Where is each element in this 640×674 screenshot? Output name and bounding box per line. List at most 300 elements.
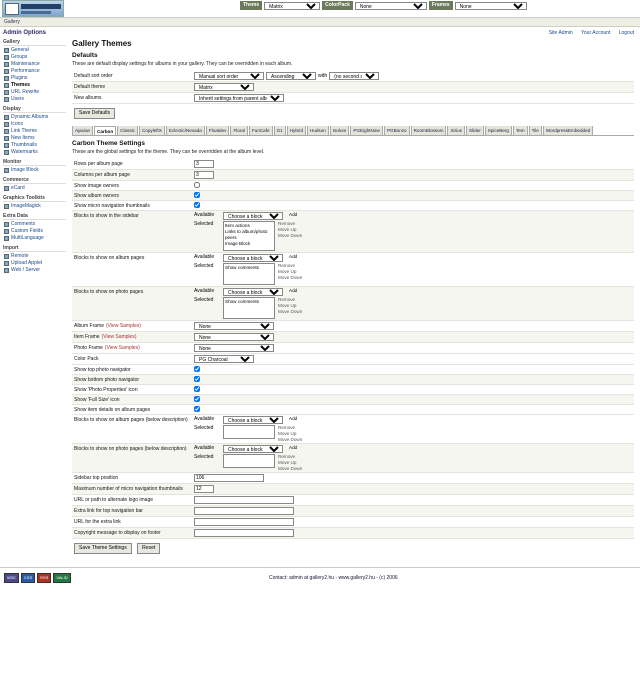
available-row [194,254,302,262]
link-logout[interactable]: Logout [618,30,634,36]
sidebar-group-header: Extra Data [3,213,66,220]
fields-icon [4,229,9,234]
tab-wordpressembedded[interactable]: WordpressEmbedded [543,126,593,135]
sidebar-item-label: Thumbnails [11,142,37,148]
sidebar-title: Admin Options [3,30,46,36]
sidebar-groups [3,39,66,274]
selected-blocks-list[interactable] [223,425,275,439]
page-footer [0,567,640,587]
row-photo-blocks-below [72,444,634,473]
palette-icon [4,83,9,88]
gauge-icon [4,69,9,74]
selected-label: Selected [194,425,214,431]
sidebar-item-plugins[interactable] [3,75,66,82]
frame-select[interactable] [194,333,274,341]
tab-pgeightnine[interactable]: PGEightNine [350,126,383,135]
color-pack-select[interactable] [194,355,254,363]
row-columns-per-album-page [72,170,634,181]
tab-roomblossom[interactable]: RoomBlossom [411,126,447,135]
sidebar-item-label: Maintenance [11,61,40,67]
control-photo-blocks-below [194,445,634,471]
tab-slider[interactable]: Slider [466,126,484,135]
sidebar-item-ecard[interactable] [3,185,66,192]
input-extra-link-for-top-navigation-bar[interactable] [194,507,294,515]
action-remove[interactable]: Remove [278,454,296,459]
input-maximum-number-of-micro-navigation-thumbnails[interactable] [194,485,214,493]
add-block-button[interactable]: Add [289,212,298,217]
row-maximum-number-of-micro-navigation-thumbnails [72,484,634,495]
action-remove[interactable]: Remove [278,263,296,268]
sidebar-item-users[interactable] [3,96,66,103]
defaults-heading: Defaults [72,52,98,59]
list-item[interactable]: Show comments [225,265,259,270]
row-control [194,202,634,208]
breadcrumb [0,18,640,27]
sidebar-item-thumbnails[interactable] [3,142,66,149]
selected-blocks-list[interactable] [223,454,275,468]
selected-label: Selected [194,297,214,303]
action-move-down[interactable]: Move Down [278,466,303,471]
available-block-select[interactable] [223,288,283,296]
sidebar-item-label: Web / Server [11,267,41,273]
action-move-up[interactable]: Move Up [278,269,297,274]
tab-eclectic-nevada[interactable]: Eclectic/Nevada [166,126,205,135]
sidebar-group [3,106,66,156]
action-move-up[interactable]: Move Up [278,460,297,465]
sidebar-group-header: Gallery [3,39,66,46]
tab-isolum[interactable]: Isolum [330,126,350,135]
control-album-blocks [194,254,634,285]
toggle-label: Show item details on album pages [74,407,151,413]
badge-css[interactable]: CSS [21,573,35,583]
selected-row [194,263,302,285]
checkbox-show-top-photo-navigator[interactable] [194,366,200,372]
row-sidebar-blocks [72,211,634,253]
sidebar-item-label: Groups [11,54,28,60]
sidebar-group-header: Graphics Toolkits [3,195,66,202]
label-photo-blocks: Blocks to show on photo pages [74,289,144,295]
toggle-label: Show top photo navigator [74,367,131,373]
block-actions [278,263,302,280]
sidebar-group [3,159,66,174]
save-defaults-button[interactable]: Save Defaults [74,108,115,119]
toggle-control [194,406,634,412]
row-show-item-details-on-album-pages [72,405,634,415]
colorpack-select[interactable] [355,2,427,10]
checkbox-show-image-owners[interactable] [194,182,200,188]
page-title: Gallery Themes [72,39,132,48]
tail-label: Maximum number of micro navigation thumbnails [74,486,183,492]
sidebar-item-label: Themes [11,82,30,88]
colorpack-label: ColorPack [322,1,353,10]
remote-icon [4,254,9,259]
wrench-icon [4,62,9,67]
available-row [194,288,302,296]
sidebar-item-watermarks[interactable] [3,149,66,156]
action-remove[interactable]: Remove [278,297,296,302]
tail-label: Sidebar top position [74,475,119,481]
sidebar-item-link-theme[interactable] [3,128,66,135]
input-sidebar-top-position[interactable] [194,474,264,482]
page-body [0,27,640,561]
sidebar-item-web-server[interactable] [3,267,66,274]
available-block-select[interactable] [223,254,283,262]
row-show-image-owners [72,181,634,191]
sidebar-item-upload-applet[interactable] [3,260,66,267]
action-move-up[interactable]: Move Up [278,431,297,436]
sidebar-item-label: Dynamic Albums [11,114,49,120]
frame-rows [72,321,634,354]
row-photo-blocks [72,287,634,321]
user-icon [4,97,9,102]
selected-row [194,221,302,251]
checkbox-show-photo-properties-icon[interactable] [194,386,200,392]
logo-wordmark [21,4,61,9]
sidebar-item-label: General [11,47,29,53]
sidebar-item-label: Icons [11,121,23,127]
sidebar-item-label: Users [11,96,25,102]
block-picker [194,288,302,319]
row-control [194,182,634,188]
sidebar-item-maintenance[interactable] [3,61,66,68]
image-block-icon [4,168,9,173]
checkbox-show-micro-navigation-thumbnails[interactable] [194,202,200,208]
control-album-blocks-below [194,416,634,442]
sidebar-item-remote[interactable] [3,253,66,260]
link-theme-icon [4,129,9,134]
input-rows-per-album-page[interactable] [194,160,214,168]
list-item[interactable]: Show comments [225,299,259,304]
sidebar-item-new-items[interactable] [3,135,66,142]
checkbox-show-item-details-on-album-pages[interactable] [194,406,200,412]
frame-control [194,333,634,341]
sidebar-item-image-block[interactable] [3,167,66,174]
row-show-photo-properties-icon [72,385,634,395]
action-move-up[interactable]: Move Up [278,303,297,308]
row-copyright-message-to-display-on-footer [72,528,634,539]
sidebar-item-url-rewrite[interactable] [3,89,66,96]
web-server-icon [4,268,9,273]
new-albums-select[interactable] [194,94,284,102]
row-album-frame [72,321,634,332]
sidebar-group [3,39,66,103]
available-block-select[interactable] [223,445,283,453]
tail-label: Copyright message to display on footer [74,530,161,536]
add-block-button[interactable]: Add [289,254,298,259]
sidebar-item-themes[interactable] [3,82,66,89]
carbon-basic-rows [72,159,634,211]
default-sort-direction-select[interactable] [266,72,316,80]
tail-label: Extra link for top navigation bar [74,508,143,514]
tab-classic[interactable]: Classic [117,126,138,135]
plug-icon [4,76,9,81]
block-actions [278,297,302,314]
sidebar-item-multilanguage[interactable] [3,235,66,242]
tab-tem[interactable]: Tem [513,126,528,135]
available-label: Available [194,288,215,294]
row-default-sort-order [72,71,634,82]
selected-blocks-list[interactable] [223,263,275,285]
add-block-button[interactable]: Add [289,445,298,450]
label-sidebar-blocks: Blocks to show in the sidebar [74,213,139,219]
sidebar-item-label: Remote [11,253,29,259]
row-extra-link-for-top-navigation-bar [72,506,634,517]
imagemagick-icon [4,204,9,209]
add-block-button[interactable]: Add [289,288,298,293]
tail-control [194,518,634,526]
add-block-button[interactable]: Add [289,416,298,421]
sidebar-item-label: Custom Fields [11,228,43,234]
frame-control [194,344,634,352]
list-item[interactable]: Item actions [225,223,250,228]
sidebar-item-label: Link Theme [11,128,38,134]
list-item[interactable]: Links to album/photo peers [225,229,268,240]
row-item-frame [72,332,634,343]
row-album-blocks [72,253,634,287]
footer-credit: Contact: admin at gallery2.hu - www.gallery2.hu - (c) 2006 [268,574,398,581]
available-row [194,445,302,453]
applet-icon [4,261,9,266]
toggle-label: Show 'Full Size' icon [74,397,120,403]
view-samples-link[interactable]: (View Samples) [104,345,140,351]
action-remove[interactable]: Remove [278,425,296,430]
block-picker [194,416,302,442]
top-bar [0,0,640,18]
row-new-albums [72,93,634,104]
carbon-description: These are the global settings for the theme. They can be overridden at the album level. [72,149,265,155]
sidebar-group-header: Display [3,106,66,113]
tab-g1[interactable]: G1 [274,126,286,135]
row-show-bottom-photo-navigator [72,375,634,385]
row-label: Rows per album page [74,161,123,167]
checkbox-show-bottom-photo-navigator[interactable] [194,376,200,382]
sidebar-item-label: New Items [11,135,35,141]
badge-rss[interactable]: RSS [37,573,51,583]
block-picker [194,254,302,285]
selected-label: Selected [194,454,214,460]
row-show-full-size-icon [72,395,634,405]
action-move-down[interactable]: Move Down [278,309,303,314]
action-move-up[interactable]: Move Up [278,227,297,232]
list-item[interactable]: Image Block [225,241,251,246]
defaults-description: These are default display settings for albums in your gallery. They can be overridden in each album. [72,61,293,67]
tail-control [194,474,634,482]
tail-rows [72,473,634,539]
tail-control [194,529,634,537]
frame-label [72,322,194,329]
album-icon [4,115,9,120]
toggle-control [194,376,634,382]
gear-icon [4,48,9,53]
frames-select[interactable] [455,2,527,10]
tail-control [194,496,634,504]
toggle-rows [72,365,634,415]
new-items-icon [4,136,9,141]
theme-select[interactable] [264,2,320,10]
selected-row [194,297,302,319]
sidebar-group [3,245,66,274]
block-picker [194,212,302,251]
theme-tabs [72,126,634,136]
theme-save-bar [74,543,634,554]
row-album-blocks-below [72,415,634,444]
view-samples-link[interactable]: (View Samples) [101,334,137,340]
sidebar-group-header: Import [3,245,66,252]
label-new-albums: New albums [74,95,102,101]
sidebar-item-performance[interactable] [3,68,66,75]
sidebar-item-label: eCard [11,185,25,191]
save-defaults-bar [74,108,634,119]
selected-row [194,425,302,442]
admin-sidebar [0,27,68,281]
input-url-for-the-extra-link[interactable] [194,518,294,526]
action-move-down[interactable]: Move Down [278,233,303,238]
toggle-control [194,396,634,402]
sidebar-item-label: Performance [11,68,40,74]
available-label: Available [194,212,215,218]
action-move-down[interactable]: Move Down [278,275,303,280]
comments-icon [4,222,9,227]
sidebar-group [3,213,66,242]
input-copyright-message-to-display-on-footer[interactable] [194,529,294,537]
tab-ajaxian[interactable]: Ajaxian [72,126,93,135]
action-remove[interactable]: Remove [278,221,296,226]
sidebar-item-comments[interactable] [3,221,66,228]
label-default-theme: Default theme [74,84,106,90]
icons-icon [4,122,9,127]
tab-funcafe[interactable]: FunCafe [249,126,273,135]
row-show-top-photo-navigator [72,365,634,375]
main-content [68,27,640,561]
row-label: Columns per album page [74,172,130,178]
selected-blocks-list[interactable] [223,221,275,251]
tail-control [194,507,634,515]
row-url-or-path-to-alternate-logo-image [72,495,634,506]
admin-links [72,30,634,36]
control-photo-blocks [194,288,634,319]
tab-copyleftx[interactable]: CopyleftX [139,126,165,135]
available-block-select[interactable] [223,416,283,424]
breadcrumb-gallery-link[interactable]: Gallery [4,19,20,25]
sidebar-item-dynamic-albums[interactable] [3,114,66,121]
frame-select[interactable] [194,322,274,330]
block-pickers [72,211,634,321]
row-control [194,171,634,179]
frame-label [72,344,194,351]
frame-label [72,333,194,340]
sidebar-item-icons[interactable] [3,121,66,128]
checkbox-show-album-owners[interactable] [194,192,200,198]
sidebar-item-general[interactable] [3,47,66,54]
save-theme-settings-button[interactable]: Save Theme Settings [74,543,132,554]
row-photo-frame [72,343,634,354]
tab-floral[interactable]: Floral [230,126,248,135]
frame-select[interactable] [194,344,274,352]
carbon-heading: Carbon Theme Settings [72,140,145,147]
tab-hudson[interactable]: Hudson [307,126,329,135]
sidebar-group-header: Commerce [3,177,66,184]
tab-spiceberg[interactable]: SpiceBerg [485,126,512,135]
block-pickers-below [72,415,634,473]
default-second-sort-select[interactable] [329,72,379,80]
row-label: Show micro navigation thumbnails [74,203,150,209]
toggle-label: Show 'Photo Properties' icon [74,387,138,393]
tab-tile[interactable]: Tile [529,126,542,135]
sidebar-item-label: ImageMagick [11,203,41,209]
tab-carbon[interactable]: Carbon [94,126,116,136]
available-row [194,212,302,220]
sidebar-item-label: URL Rewrite [11,89,40,95]
logo-subline [21,11,51,14]
watermark-icon [4,150,9,155]
row-default-theme [72,82,634,93]
link-site-admin[interactable]: Site Admin [548,30,573,36]
tail-control [194,485,634,493]
reset-button[interactable]: Reset [137,543,160,554]
tab-pgbonzo[interactable]: PGBonzo [384,126,410,135]
frame-control [194,322,634,330]
selected-label: Selected [194,221,214,227]
groups-icon [4,55,9,60]
row-label: Show image owners [74,183,120,189]
selected-row [194,454,302,471]
sidebar-item-imagemagick[interactable] [3,203,66,210]
view-samples-link[interactable]: (View Samples) [106,323,141,329]
input-url-or-path-to-alternate-logo-image[interactable] [194,496,294,504]
default-sort-order-select[interactable] [194,72,264,80]
badge-valid[interactable]: VALID [53,573,70,583]
row-control [194,160,634,168]
label-color-pack: Color Pack [74,356,99,362]
row-label: Show album owners [74,193,120,199]
label-album-blocks: Blocks to show on album pages [74,255,145,261]
default-theme-select[interactable] [194,83,254,91]
available-block-select[interactable] [223,212,283,220]
row-rows-per-album-page [72,159,634,170]
sidebar-item-label: MultiLanguage [11,235,44,241]
sidebar-group-header: Monitor [3,159,66,166]
tab-floatdev[interactable]: Floatdev [206,126,230,135]
available-label: Available [194,254,215,260]
sidebar-group [3,177,66,192]
action-move-down[interactable]: Move Down [278,437,303,442]
control-sidebar-blocks [194,212,634,251]
frame-label-text: Photo Frame [74,345,103,351]
footer-badges [4,573,71,583]
ecard-icon [4,186,9,191]
sidebar-item-label: Watermarks [11,149,38,155]
sidebar-item-custom-fields[interactable] [3,228,66,235]
link-your-account[interactable]: Your Account [581,30,611,36]
thumbnail-icon [4,143,9,148]
badge-w3c[interactable]: W3C [4,573,19,583]
link-icon [4,90,9,95]
tab-hybrid[interactable]: Hybrid [287,126,306,135]
label-with: with [318,73,328,79]
sidebar-item-groups[interactable] [3,54,66,61]
checkbox-show-full-size-icon[interactable] [194,396,200,402]
tab-sirius[interactable]: Sirius [447,126,465,135]
available-label: Available [194,445,215,451]
selected-blocks-list[interactable] [223,297,275,319]
selected-label: Selected [194,263,214,269]
row-control [194,192,634,198]
input-columns-per-album-page[interactable] [194,171,214,179]
row-show-micro-navigation-thumbnails [72,201,634,211]
block-actions [278,425,302,442]
row-url-for-the-extra-link [72,517,634,528]
gallery-logo[interactable] [2,0,64,17]
